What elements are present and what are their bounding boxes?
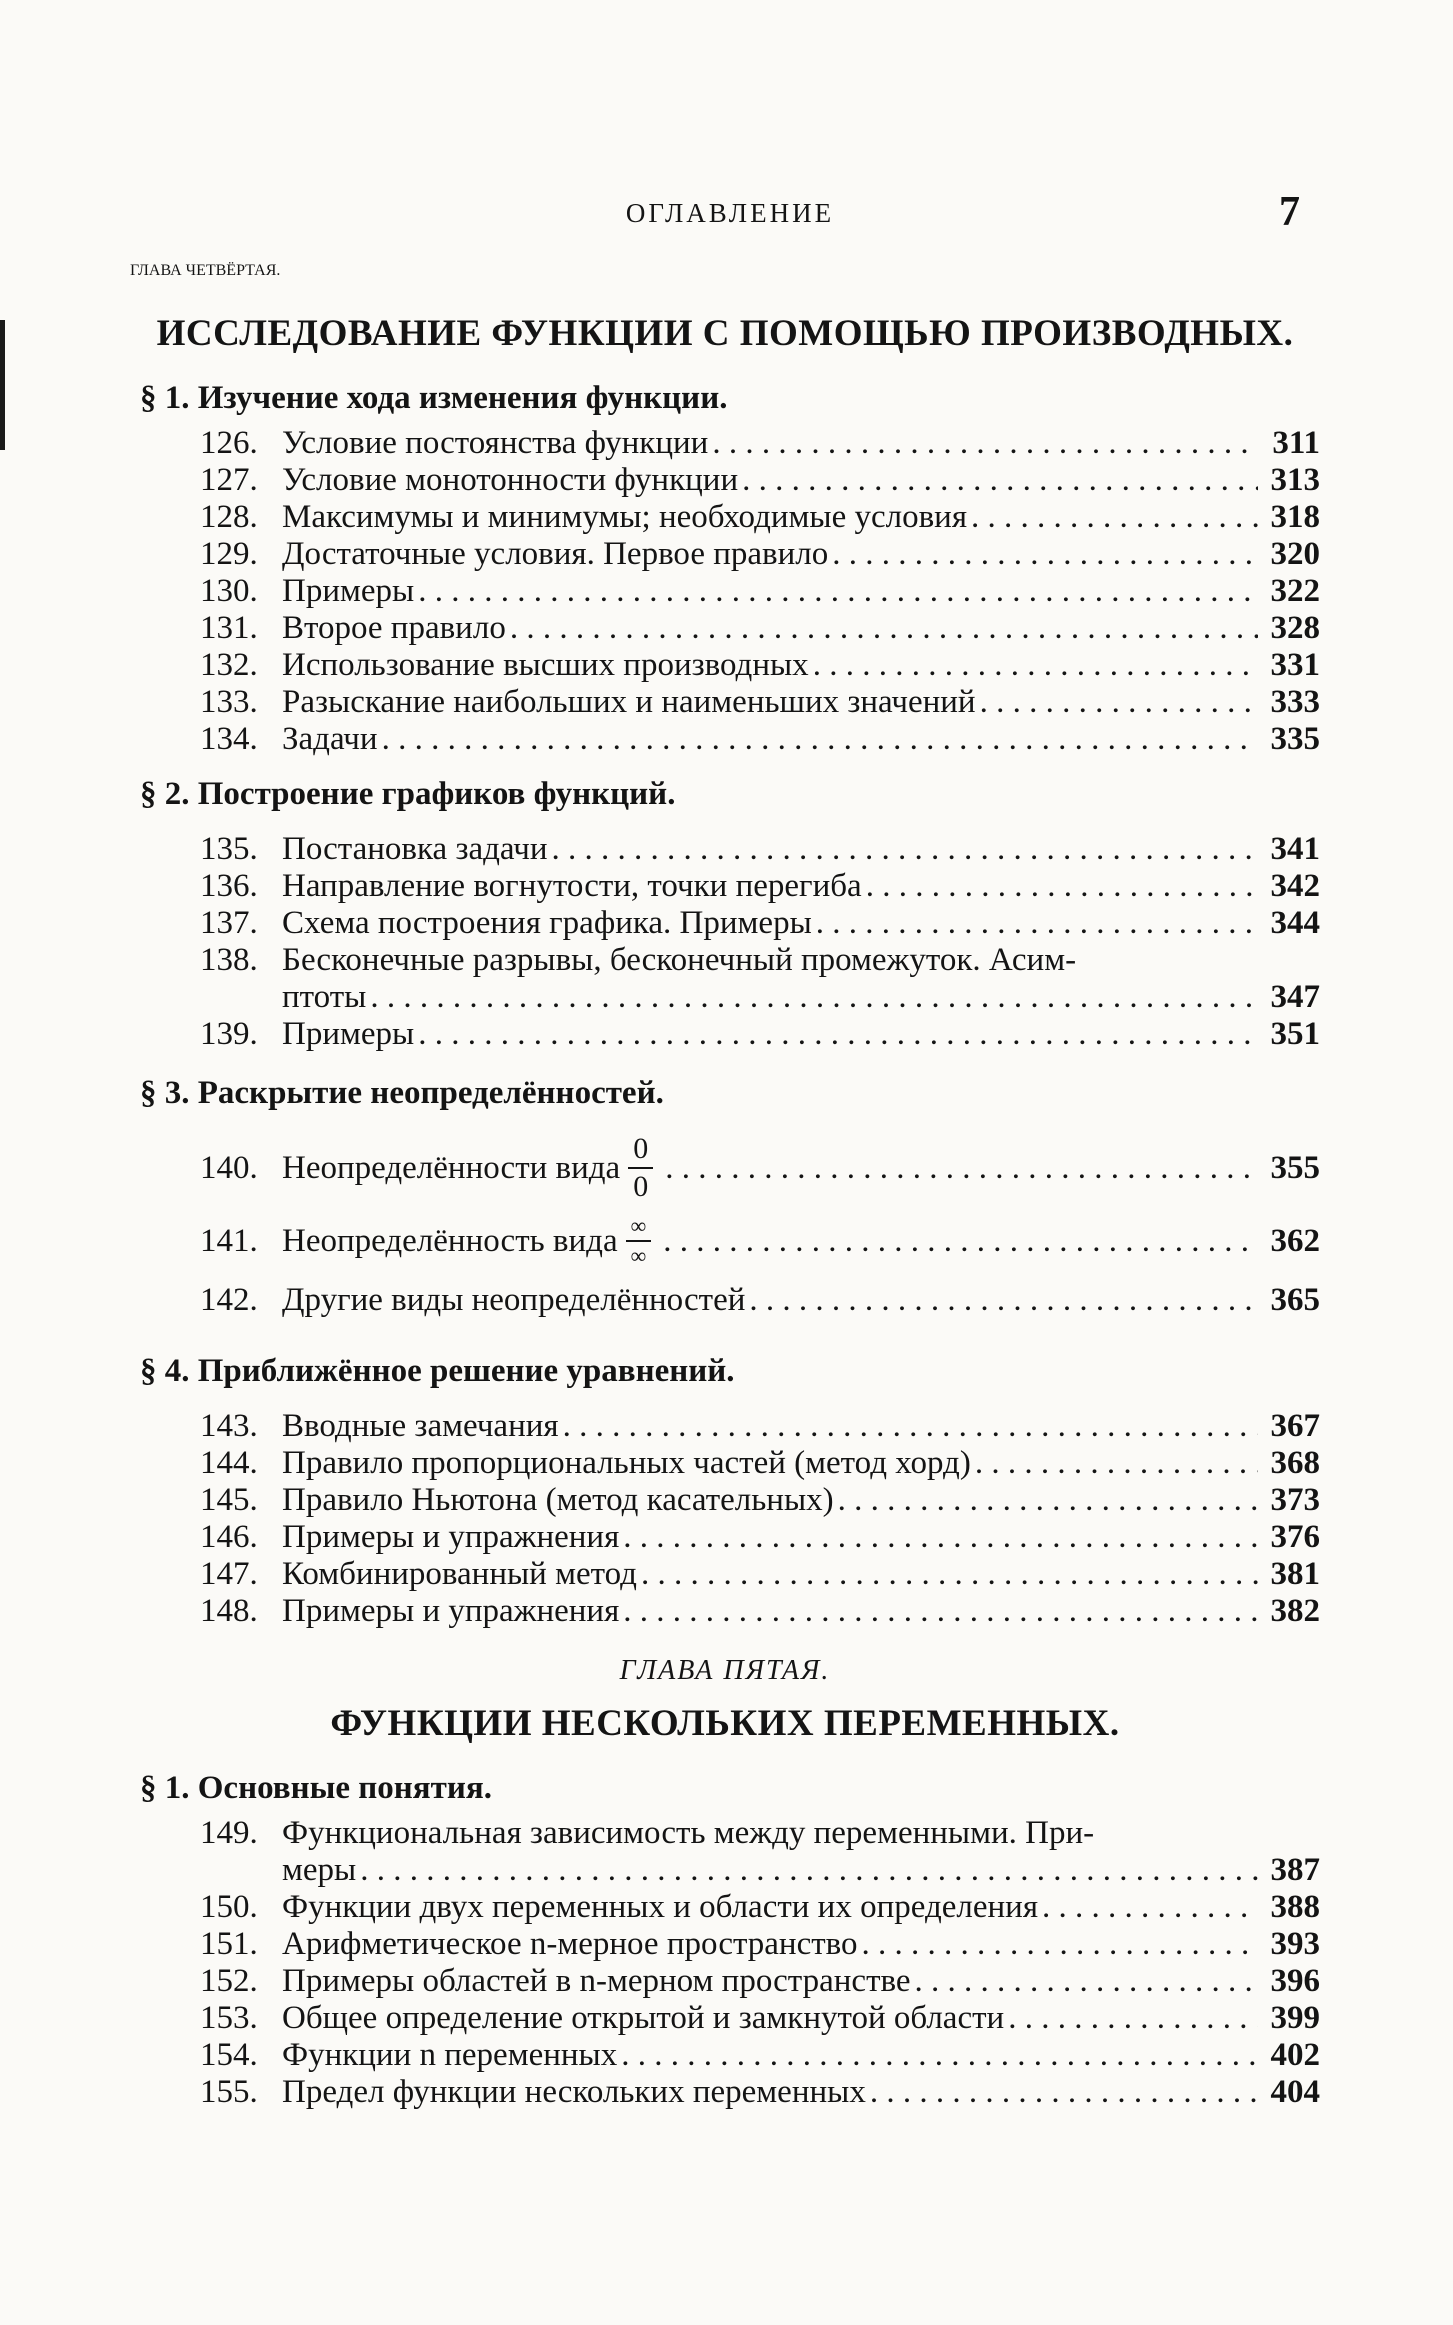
toc-entry[interactable]	[200, 1016, 1320, 1053]
entry-title: Примеры	[282, 1016, 415, 1052]
entry-title: Условие монотонности функции	[282, 462, 739, 498]
entry-title: Комбинированный метод	[282, 1556, 637, 1592]
entry-title: Неопределённость вида	[282, 1222, 618, 1259]
entry-title: Вводные замечания	[282, 1408, 559, 1444]
entry-list	[130, 831, 1320, 1053]
dot-leader	[915, 1963, 1258, 2000]
entry-number: 134.	[200, 721, 258, 757]
dot-leader	[971, 499, 1258, 536]
section-title: § 1. Основные понятия.	[140, 1770, 492, 1806]
entry-number: 146.	[200, 1519, 258, 1555]
dot-leader	[838, 1482, 1258, 1519]
entry-page: 365	[1270, 1282, 1320, 1318]
dot-leader	[862, 1926, 1258, 1963]
entry-page: 351	[1270, 1016, 1320, 1052]
toc-entry[interactable]	[200, 1926, 1320, 1963]
dot-leader	[870, 2074, 1258, 2111]
entry-title: Арифметическое n-мерное пространство	[282, 1926, 858, 1962]
toc-entry[interactable]	[200, 1408, 1320, 1445]
entry-number: 144.	[200, 1445, 258, 1481]
entry-page: 388	[1270, 1889, 1320, 1925]
entry-number: 133.	[200, 684, 258, 720]
entry-number: 149.	[200, 1815, 258, 1851]
dot-leader	[1008, 2000, 1258, 2037]
entry-title: Направление вогнутости, точки перегиба	[282, 868, 862, 904]
entry-number: 126.	[200, 425, 258, 461]
entry-page: 381	[1270, 1556, 1320, 1592]
entry-title: Разыскание наибольших и наименьших значений	[282, 684, 976, 720]
toc-entry[interactable]	[200, 1482, 1320, 1519]
toc-entry[interactable]	[200, 831, 1320, 868]
entry-page: 320	[1270, 536, 1320, 572]
dot-leader	[975, 1445, 1258, 1482]
entry-page: 367	[1270, 1408, 1320, 1444]
entry-page: 347	[1270, 979, 1320, 1015]
toc-entry[interactable]	[200, 536, 1320, 573]
dot-leader	[832, 536, 1258, 573]
dot-leader	[382, 721, 1258, 758]
entry-page: 362	[1270, 1222, 1320, 1259]
entry-title: Примеры и упражнения	[282, 1519, 620, 1555]
section	[130, 1770, 1320, 1807]
section	[130, 380, 1320, 417]
dot-leader	[665, 1150, 1258, 1187]
section-title: § 1. Изучение хода изменения функции.	[140, 380, 728, 416]
fraction-zero-over-zero	[628, 1134, 653, 1202]
entry-number: 155.	[200, 2074, 258, 2110]
dot-leader	[418, 573, 1258, 610]
entry-page: 342	[1270, 868, 1320, 904]
entry-title: Функции двух переменных и области их определения	[282, 1889, 1039, 1925]
entry-title: Задачи	[282, 721, 378, 757]
toc-entry[interactable]	[200, 462, 1320, 499]
entry-number: 138.	[200, 942, 258, 978]
entry-page: 382	[1270, 1593, 1320, 1629]
entry-page: 402	[1270, 2037, 1320, 2073]
entry-page: 331	[1270, 647, 1320, 683]
entry-title: Другие виды неопределённостей	[282, 1282, 746, 1318]
dot-leader	[360, 1852, 1258, 1889]
dot-leader	[712, 425, 1258, 462]
toc-entry[interactable]	[200, 1282, 1320, 1319]
chapter-title: ФУНКЦИИ НЕСКОЛЬКИХ ПЕРЕМЕННЫХ.	[330, 1703, 1120, 1744]
entry-number: 140.	[200, 1149, 258, 1186]
dot-leader	[623, 1519, 1258, 1556]
entry-page: 355	[1270, 1149, 1320, 1186]
entry-number: 127.	[200, 462, 258, 498]
entry-page: 333	[1270, 684, 1320, 720]
entry-title: Примеры	[282, 573, 415, 609]
dot-leader	[813, 647, 1258, 684]
dot-leader	[621, 2037, 1258, 2074]
entry-number: 147.	[200, 1556, 258, 1592]
entry-number: 153.	[200, 2000, 258, 2036]
toc-entry[interactable]	[200, 1556, 1320, 1593]
dot-leader	[816, 905, 1258, 942]
entry-number: 129.	[200, 536, 258, 572]
entry-number: 154.	[200, 2037, 258, 2073]
entry-number: 151.	[200, 1926, 258, 1962]
toc-entry[interactable]	[200, 499, 1320, 536]
entry-page: 318	[1270, 499, 1320, 535]
dot-leader	[418, 1016, 1258, 1053]
chapter-label: ГЛАВА ЧЕТВЁРТАЯ.	[130, 262, 281, 279]
entry-title: Использование высших производных	[282, 647, 809, 683]
running-head	[160, 189, 1300, 235]
toc-entry[interactable]	[200, 721, 1320, 758]
entry-page: 341	[1270, 831, 1320, 867]
entry-title: Общее определение открытой и замкнутой области	[282, 2000, 1005, 2036]
entry-page: 344	[1270, 905, 1320, 941]
section-title: § 2. Построение графиков функций.	[140, 776, 676, 812]
entry-page: 322	[1270, 573, 1320, 609]
dot-leader	[742, 462, 1258, 499]
toc-entry[interactable]	[200, 1593, 1320, 1630]
entry-page: 387	[1270, 1852, 1320, 1888]
entry-title-continued: птоты	[282, 979, 367, 1015]
entry-number: 130.	[200, 573, 258, 609]
entry-page: 373	[1270, 1482, 1320, 1518]
entry-title: Постановка задачи	[282, 831, 548, 867]
toc-entry[interactable]	[200, 610, 1320, 647]
toc-entry[interactable]	[200, 1519, 1320, 1556]
page-number: 7	[1279, 189, 1300, 235]
entry-number: 137.	[200, 905, 258, 941]
chapter-title: ИССЛЕДОВАНИЕ ФУНКЦИИ С ПОМОЩЬЮ ПРОИЗВОДНЫХ.	[156, 313, 1294, 354]
toc-entry[interactable]	[200, 2037, 1320, 2074]
toc-entry[interactable]	[200, 942, 1320, 1016]
dot-leader	[552, 831, 1259, 868]
entry-number: 143.	[200, 1408, 258, 1444]
entry-number: 145.	[200, 1482, 258, 1518]
entry-title: Правило пропорциональных частей (метод хорд)	[282, 1445, 971, 1481]
toc-entry[interactable]	[200, 1963, 1320, 2000]
entry-number: 139.	[200, 1016, 258, 1052]
entry-number: 132.	[200, 647, 258, 683]
toc-entry[interactable]	[200, 1206, 1320, 1276]
entry-title: Условие постоянства функции	[282, 425, 709, 461]
dot-leader	[623, 1593, 1258, 1630]
fraction-numerator: ∞	[626, 1215, 652, 1242]
entry-list	[130, 1815, 1320, 2111]
entry-title: Предел функции нескольких переменных	[282, 2074, 866, 2110]
toc-entry[interactable]	[200, 647, 1320, 684]
dot-leader	[370, 979, 1258, 1016]
dot-leader	[641, 1556, 1258, 1593]
toc-entry[interactable]	[200, 573, 1320, 610]
toc-entry[interactable]	[200, 868, 1320, 905]
entry-title: Схема построения графика. Примеры	[282, 905, 812, 941]
entry-number: 136.	[200, 868, 258, 904]
entry-number: 135.	[200, 831, 258, 867]
page-edge-mark	[0, 320, 5, 450]
fraction-numerator: 0	[628, 1134, 653, 1169]
entry-number: 152.	[200, 1963, 258, 1999]
entry-page: 404	[1270, 2074, 1320, 2110]
entry-list	[130, 1408, 1320, 1630]
entry-title: Достаточные условия. Первое правило	[282, 536, 829, 572]
entry-number: 148.	[200, 1593, 258, 1629]
dot-leader	[866, 868, 1258, 905]
dot-leader	[1042, 1889, 1258, 1926]
toc-entry[interactable]	[200, 2074, 1320, 2111]
entry-title: Примеры областей в n-мерном пространстве	[282, 1963, 911, 1999]
dot-leader	[749, 1282, 1258, 1319]
fraction-denominator: 0	[633, 1170, 649, 1203]
entry-number: 150.	[200, 1889, 258, 1925]
dot-leader	[563, 1408, 1258, 1445]
dot-leader	[663, 1223, 1258, 1260]
toc-entry[interactable]	[200, 1445, 1320, 1482]
toc-entry[interactable]	[200, 2000, 1320, 2037]
entry-title: Примеры и упражнения	[282, 1593, 620, 1629]
entry-title: Функциональная зависимость между переменными. При-	[282, 1815, 1095, 1851]
entry-page: 393	[1270, 1926, 1320, 1962]
entry-list	[130, 1130, 1320, 1319]
toc-entry[interactable]	[200, 1815, 1320, 1889]
toc-entry[interactable]	[200, 1889, 1320, 1926]
entry-title-continued: меры	[282, 1852, 357, 1888]
entry-title: Правило Ньютона (метод касательных)	[282, 1482, 834, 1518]
entry-page: 376	[1270, 1519, 1320, 1555]
entry-page: 311	[1272, 425, 1320, 461]
entry-page: 335	[1270, 721, 1320, 757]
entry-number: 128.	[200, 499, 258, 535]
toc-entry[interactable]	[200, 684, 1320, 721]
entry-page: 313	[1270, 462, 1320, 498]
entry-page: 328	[1270, 610, 1320, 646]
running-head-title: ОГЛАВЛЕНИЕ	[625, 198, 835, 228]
section-title: § 4. Приближённое решение уравнений.	[140, 1353, 735, 1389]
entry-page: 396	[1270, 1963, 1320, 1999]
entry-number: 131.	[200, 610, 258, 646]
entry-number: 141.	[200, 1222, 258, 1259]
entry-number: 142.	[200, 1282, 258, 1318]
entry-page: 399	[1270, 2000, 1320, 2036]
toc-entry[interactable]	[200, 425, 1320, 462]
toc-entry[interactable]	[200, 905, 1320, 942]
entry-title: Максимумы и минимумы; необходимые условия	[282, 499, 968, 535]
section	[130, 1353, 1320, 1390]
dot-leader	[980, 684, 1258, 721]
entry-page: 368	[1270, 1445, 1320, 1481]
fraction-denominator: ∞	[630, 1243, 647, 1268]
entry-title: Функции n переменных	[282, 2037, 618, 2073]
section-title: § 3. Раскрытие неопределённостей.	[140, 1075, 664, 1111]
entry-list	[130, 425, 1320, 758]
chapter-label: ГЛАВА ПЯТАЯ.	[619, 1655, 831, 1686]
dot-leader	[510, 610, 1258, 647]
section	[130, 776, 1320, 813]
entry-title: Неопределённости вида	[282, 1149, 621, 1186]
toc-entry[interactable]	[200, 1130, 1320, 1206]
entry-title: Бесконечные разрывы, бесконечный промежуток. Асим-	[282, 942, 1077, 978]
fraction-infinity-over-infinity	[626, 1215, 652, 1267]
entry-title: Второе правило	[282, 610, 506, 646]
section	[130, 1075, 1320, 1112]
